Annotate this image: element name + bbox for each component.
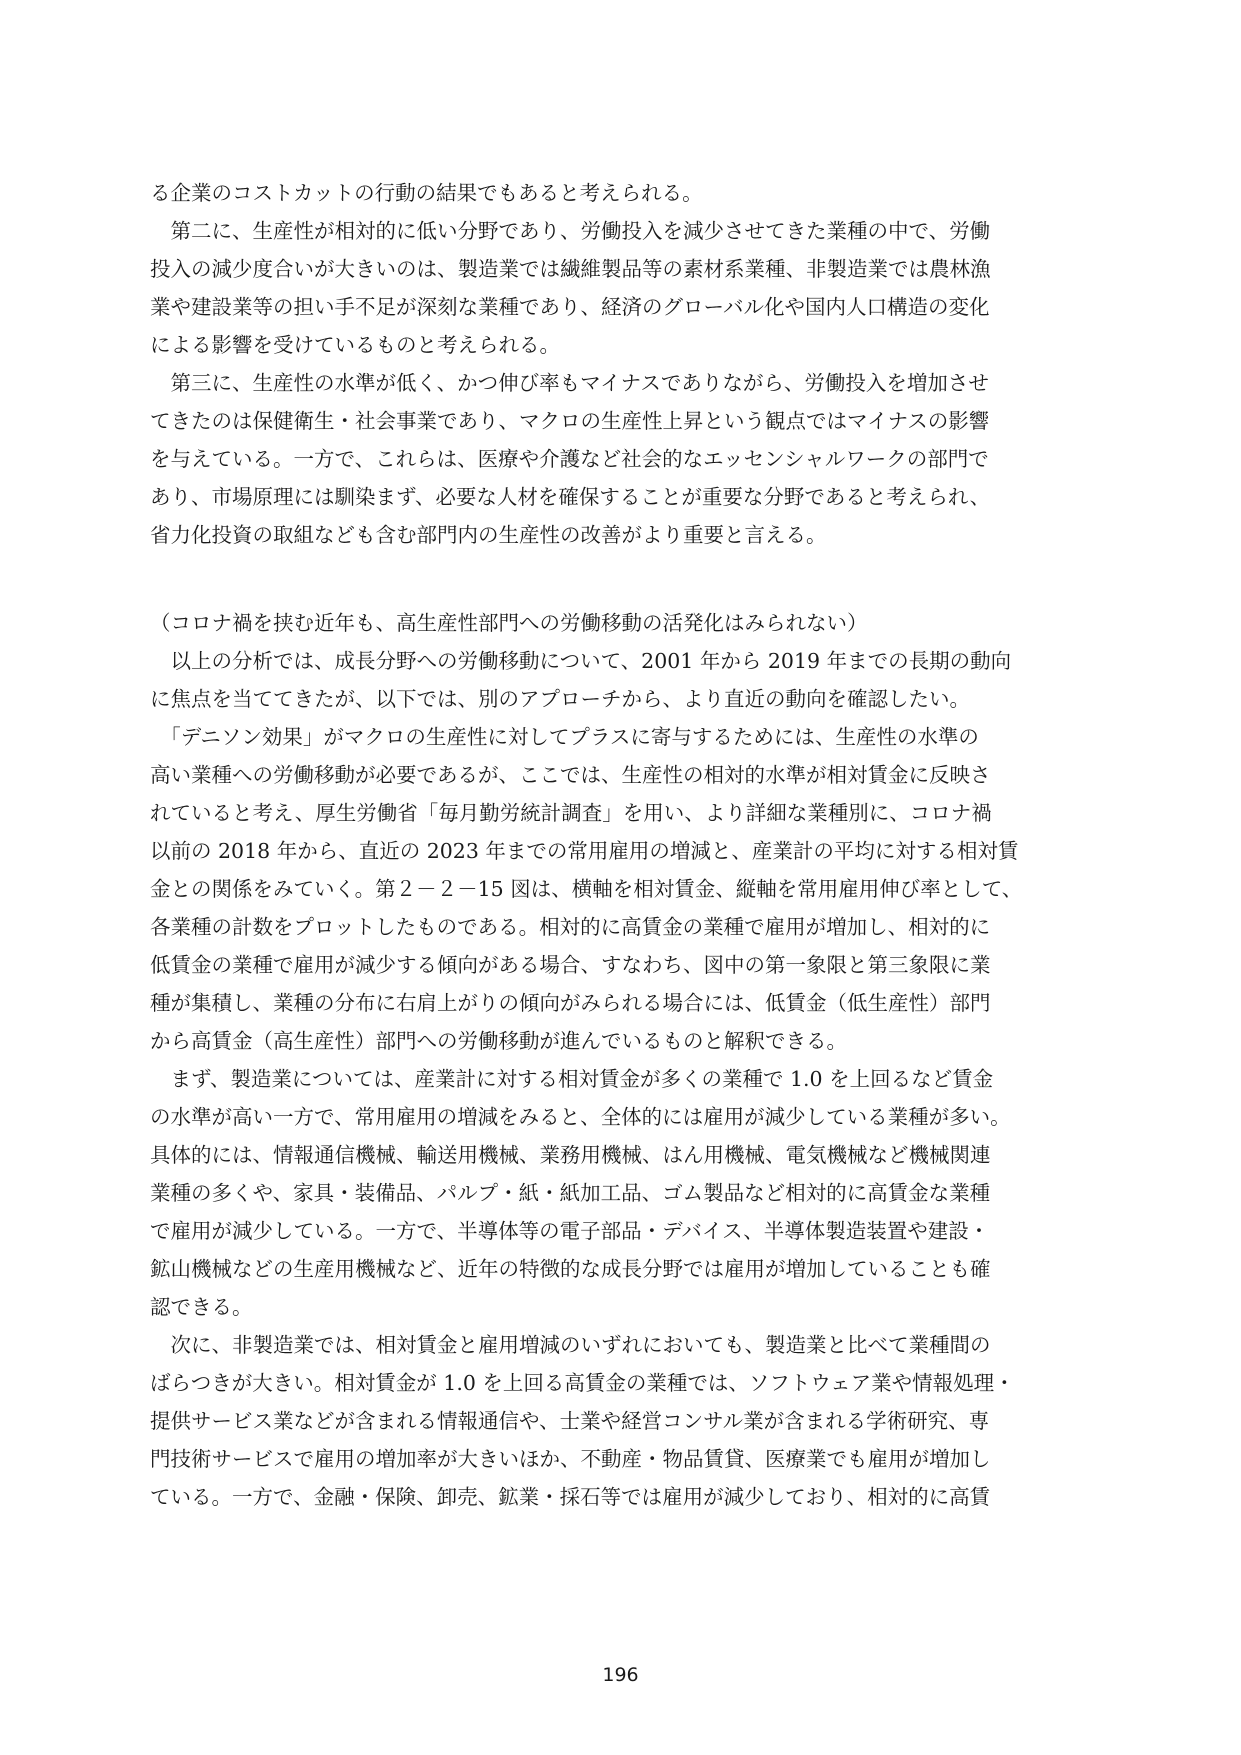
section-line: 業種の多くや、家具・装備品、パルプ・紙・紙加工品、ゴム製品など相対的に高賃金な業種 bbox=[150, 1181, 991, 1205]
body-line: 業や建設業等の担い手不足が深刻な業種であり、経済のグローバル化や国内人口構造の変化 bbox=[150, 295, 990, 319]
body-line: てきたのは保健衛生・社会事業であり、マクロの生産性上昇という観点ではマイナスの影響 bbox=[150, 409, 990, 433]
section-line: 以上の分析では、成長分野への労働移動について、2001 年から 2019 年までの長期の動向 bbox=[150, 649, 1012, 673]
section-line: 低賃金の業種で雇用が減少する傾向がある場合、すなわち、図中の第一象限と第三象限に業 bbox=[150, 953, 991, 977]
section-line: ている。一方で、金融・保険、卸売、鉱業・採石等では雇用が減少しており、相対的に高賃 bbox=[150, 1485, 991, 1509]
section-line: ばらつきが大きい。相対賃金が 1.0 を上回る高賃金の業種では、ソフトウェア業や情報処理・ bbox=[150, 1371, 1015, 1395]
body-line: 投入の減少度合いが大きいのは、製造業では繊維製品等の素材系業種、非製造業では農林漁 bbox=[150, 257, 991, 281]
page-number: 196 bbox=[602, 1664, 639, 1686]
section-line: 高い業種への労働移動が必要であるが、ここでは、生産性の相対的水準が相対賃金に反映さ bbox=[150, 763, 991, 787]
body-line: を与えている。一方で、これらは、医療や介護など社会的なエッセンシャルワークの部門で bbox=[150, 447, 989, 471]
section-line: の水準が高い一方で、常用雇用の増減をみると、全体的には雇用が減少している業種が多い。 bbox=[150, 1105, 1011, 1129]
section-line: で雇用が減少している。一方で、半導体等の電子部品・デバイス、半導体製造装置や建設・ bbox=[150, 1219, 990, 1243]
section-line: 具体的には、情報通信機械、輸送用機械、業務用機械、はん用機械、電気機械など機械関連 bbox=[150, 1143, 991, 1167]
section-line: 以前の 2018 年から、直近の 2023 年までの常用雇用の増減と、産業計の平均に対する相対賃 bbox=[150, 839, 1019, 863]
section-line: れていると考え、厚生労働省「毎月勤労統計調査」を用い、より詳細な業種別に、コロナ禍 bbox=[150, 801, 992, 825]
section-line: 門技術サービスで雇用の増加率が大きいほか、不動産・物品賃貸、医療業でも雇用が増加し bbox=[150, 1447, 991, 1471]
section-line: 提供サービス業などが含まれる情報通信や、士業や経営コンサル業が含まれる学術研究、専 bbox=[150, 1409, 990, 1433]
body-line: 省力化投資の取組なども含む部門内の生産性の改善がより重要と言える。 bbox=[150, 523, 827, 547]
section-line: 「デニソン効果」がマクロの生産性に対してプラスに寄与するためには、生産性の水準の bbox=[150, 725, 979, 749]
body-line: る企業のコストカットの行動の結果でもあると考えられる。 bbox=[150, 181, 703, 205]
section-heading: （コロナ禍を挟む近年も、高生産性部門への労働移動の活発化はみられない） bbox=[150, 611, 868, 635]
section-line: に焦点を当ててきたが、以下では、別のアプローチから、より直近の動向を確認したい。 bbox=[150, 687, 970, 711]
section-line: 次に、非製造業では、相対賃金と雇用増減のいずれにおいても、製造業と比べて業種間の bbox=[150, 1333, 991, 1357]
body-line: 第三に、生産性の水準が低く、かつ伸び率もマイナスでありながら、労働投入を増加させ bbox=[150, 371, 989, 395]
section-line: から高賃金（高生産性）部門への労働移動が進んでいるものと解釈できる。 bbox=[150, 1029, 847, 1053]
body-line: 第二に、生産性が相対的に低い分野であり、労働投入を減少させてきた業種の中で、労働 bbox=[150, 219, 991, 243]
section-line: まず、製造業については、産業計に対する相対賃金が多くの業種で 1.0 を上回るなど賃金 bbox=[150, 1067, 994, 1091]
section-line: 種が集積し、業種の分布に右肩上がりの傾向がみられる場合には、低賃金（低生産性）部門 bbox=[150, 991, 991, 1015]
body-line: による影響を受けているものと考えられる。 bbox=[150, 333, 560, 357]
section-line: 認できる。 bbox=[150, 1295, 253, 1319]
section-line: 各業種の計数をプロットしたものである。相対的に高賃金の業種で雇用が増加し、相対的に bbox=[150, 915, 991, 939]
section-line: 鉱山機械などの生産用機械など、近年の特徴的な成長分野では雇用が増加していることも確 bbox=[150, 1257, 991, 1281]
section-line: 金との関係をみていく。第２－２－15 図は、横軸を相対賃金、縦軸を常用雇用伸び率として、 bbox=[150, 877, 1023, 901]
body-line: あり、市場原理には馴染まず、必要な人材を確保することが重要な分野であると考えられ、 bbox=[150, 485, 991, 509]
